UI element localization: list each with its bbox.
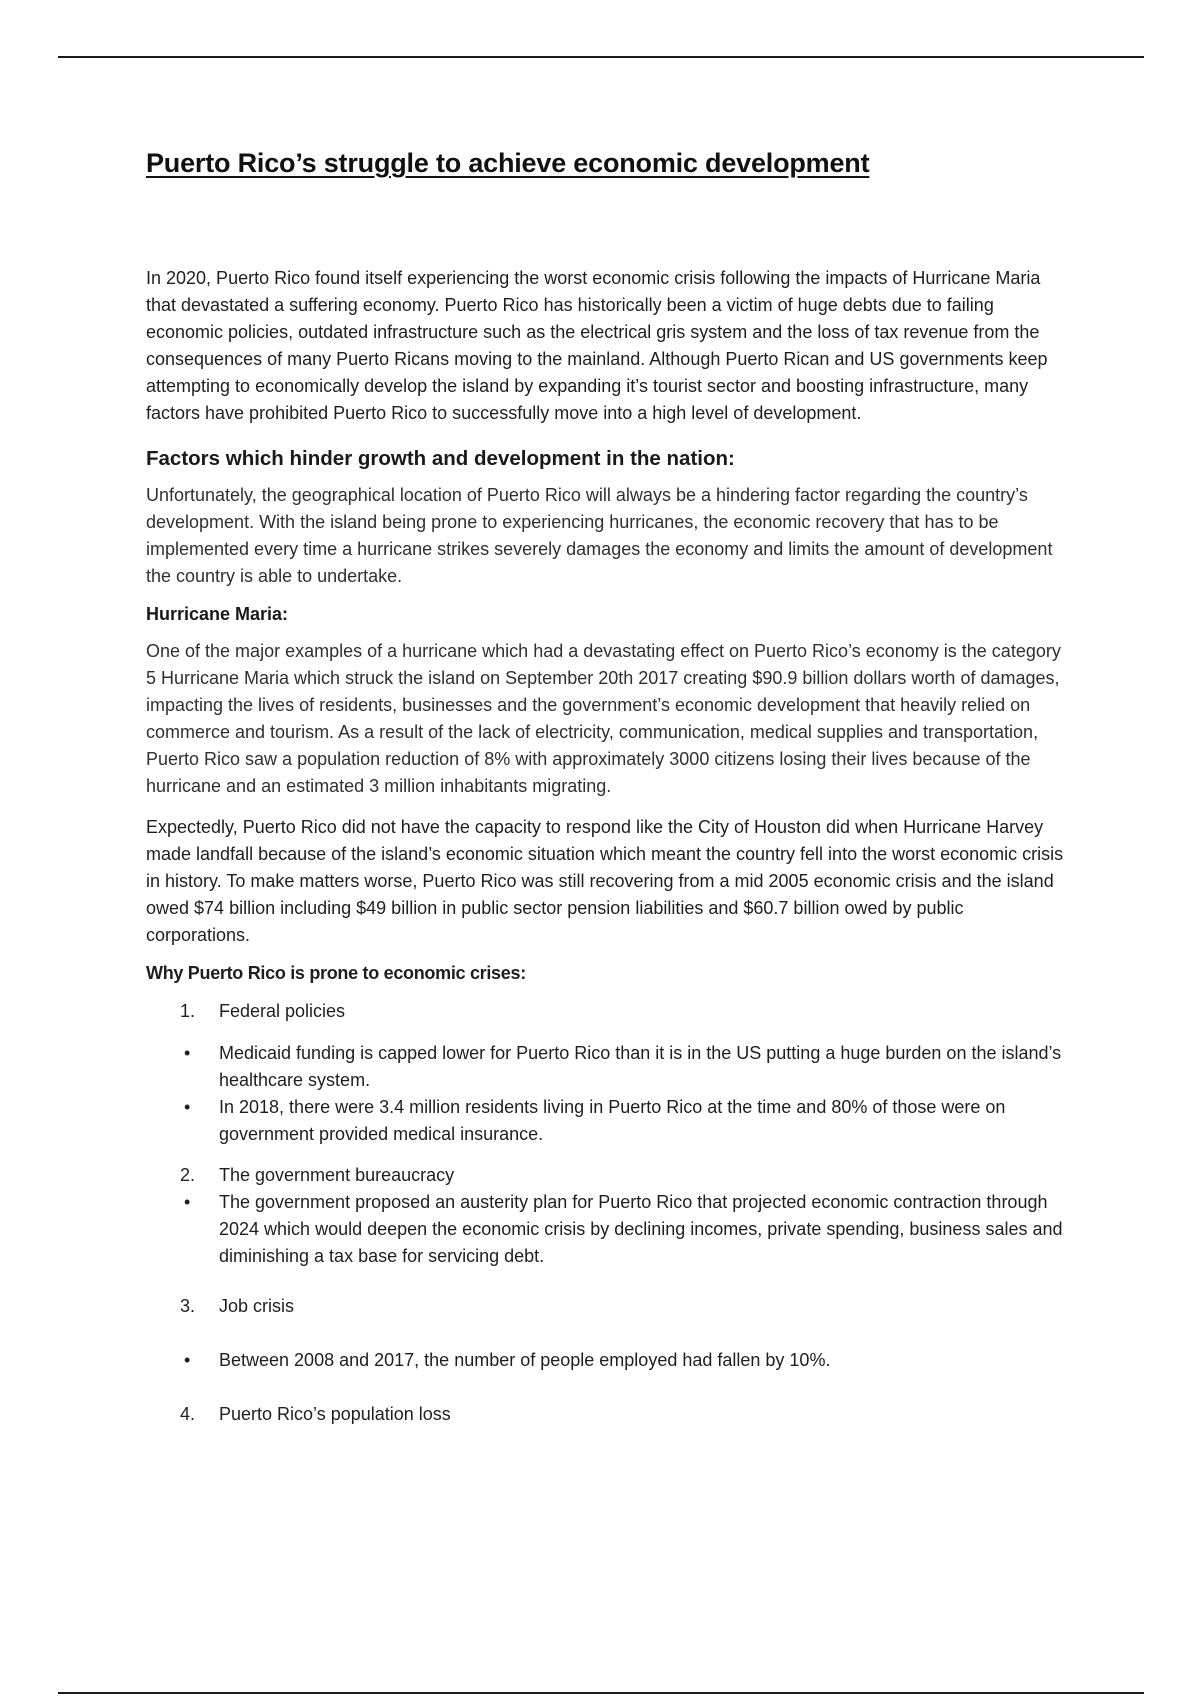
bullet-item <box>146 1189 1066 1270</box>
document-body <box>146 148 1066 1428</box>
bullet-text: In 2018, there were 3.4 million residents living in Puerto Rico at the time and 80% of those were on government provided medical insurance. <box>219 1097 1006 1144</box>
list-number: 1. <box>180 1001 196 1021</box>
list-number: 4. <box>180 1404 196 1424</box>
list-item-government-bureaucracy <box>146 1162 1066 1189</box>
list-number: 2. <box>180 1165 196 1185</box>
list-item-text: Job crisis <box>219 1296 295 1316</box>
bullet-item <box>146 1347 1066 1374</box>
top-rule <box>58 56 1144 58</box>
bullet-text: The government proposed an austerity plan for Puerto Rico that projected economic contraction through 2024 which would deepen the economic crisis by declining incomes, private spending, business sales and diminishing a tax base for servicing debt. <box>219 1192 1063 1266</box>
hurricane-maria-paragraph-2: Expectedly, Puerto Rico did not have the capacity to respond like the City of Houston did when Hurricane Harvey made landfall because of the island’s economic situation which meant the country fell into the worst economic crisis in history. To make matters worse, Puerto Rico was still recovering from a mid 2005 economic crisis and the island owed $74 billion including $49 billion in public sector pension liabilities and $60.7 billion owed by public corporations. <box>146 817 1064 945</box>
document-title: Puerto Rico’s struggle to achieve economic development <box>146 148 870 178</box>
factors-heading: Factors which hinder growth and development in the nation: <box>146 447 735 470</box>
bullet-item <box>146 1040 1066 1094</box>
factors-paragraph: Unfortunately, the geographical location of Puerto Rico will always be a hindering factor regarding the country’s development. With the island being prone to experiencing hurricanes, the economic recovery that has to be implemented every time a hurricane strikes severely damages the economy and limits the amount of development the country is able to undertake. <box>146 485 1053 586</box>
bullet-text: Between 2008 and 2017, the number of people employed had fallen by 10%. <box>219 1350 831 1370</box>
bullet-icon: • <box>184 1192 191 1212</box>
why-prone-heading: Why Puerto Rico is prone to economic crises: <box>146 963 526 983</box>
list-item-job-crisis <box>146 1293 1066 1320</box>
bullet-icon: • <box>184 1350 191 1370</box>
bullet-item <box>146 1094 1066 1148</box>
list-item-population-loss <box>146 1401 1066 1428</box>
list-item-text: The government bureaucracy <box>219 1165 455 1185</box>
bullet-icon: • <box>184 1043 191 1063</box>
intro-paragraph: In 2020, Puerto Rico found itself experiencing the worst economic crisis following the impacts of Hurricane Maria that devastated a suffering economy. Puerto Rico has historically been a victim of huge debts due to failing economic policies, outdated infrastructure such as the electrical gris system and the loss of tax revenue from the consequences of many Puerto Ricans moving to the mainland. Although Puerto Rican and US governments keep attempting to economically develop the island by expanding it’s tourist sector and boosting infrastructure, many factors have prohibited Puerto Rico to successfully move into a high level of development. <box>146 268 1048 423</box>
list-item-text: Federal policies <box>219 1001 346 1021</box>
hurricane-maria-paragraph-1: One of the major examples of a hurricane which had a devastating effect on Puerto Rico’s economy is the category 5 Hurricane Maria which struck the island on September 20th 2017 creating $90.9 billion dollars worth of damages, impacting the lives of residents, businesses and the government’s economic development that heavily relied on commerce and tourism. As a result of the lack of electricity, communication, medical supplies and transportation, Puerto Rico saw a population reduction of 8% with approximately 3000 citizens losing their lives because of the hurricane and an estimated 3 million inhabitants migrating. <box>146 641 1061 796</box>
list-number: 3. <box>180 1296 196 1316</box>
list-item-federal-policies <box>146 998 1066 1025</box>
hurricane-maria-heading: Hurricane Maria: <box>146 604 289 624</box>
list-item-text: Puerto Rico’s population loss <box>219 1404 451 1424</box>
bullet-icon: • <box>184 1097 191 1117</box>
bullet-text: Medicaid funding is capped lower for Puerto Rico than it is in the US putting a huge burden on the island’s healthcare system. <box>219 1043 1062 1090</box>
bottom-rule <box>58 1692 1144 1694</box>
